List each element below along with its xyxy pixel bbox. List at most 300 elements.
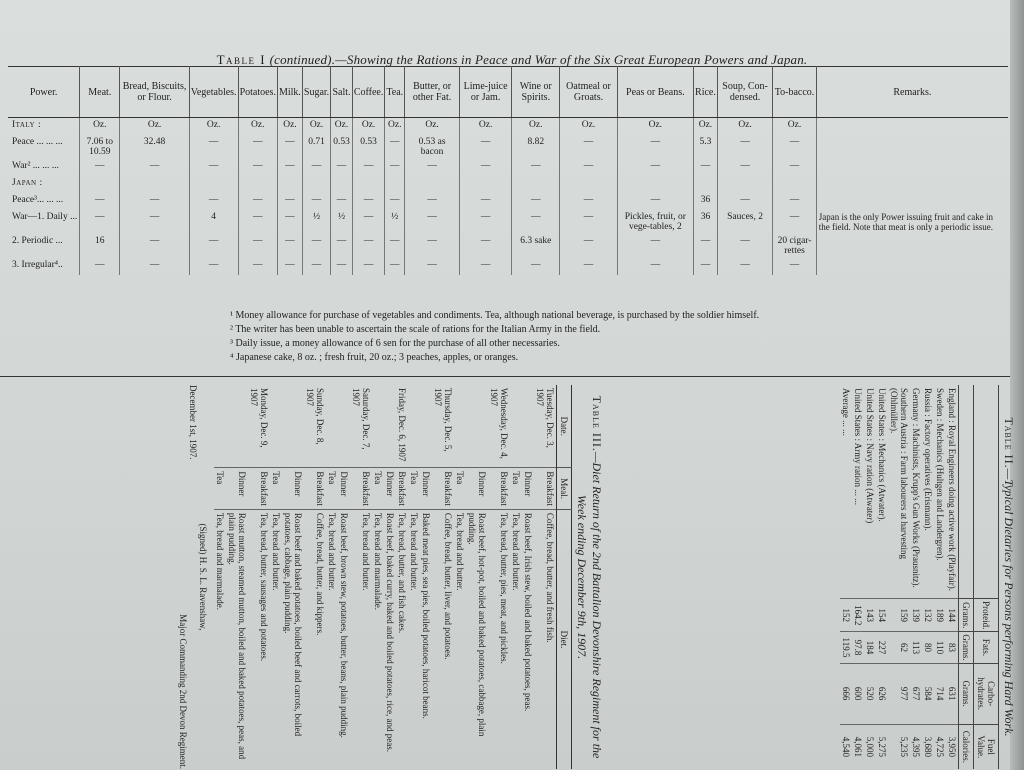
signature-block <box>178 385 208 769</box>
table1-cell: 8.82 <box>512 135 560 159</box>
table3-cell <box>420 385 432 468</box>
table1-cell: — <box>331 159 353 176</box>
table-row <box>852 385 864 769</box>
table1-cell: — <box>560 159 617 176</box>
table1-cell: — <box>352 210 385 234</box>
table-row <box>864 385 876 769</box>
table1-cell <box>816 135 1008 159</box>
table1-cell: 0.53 as bacon <box>405 135 460 159</box>
table-row <box>326 385 338 769</box>
table1-cell: — <box>352 258 385 275</box>
table3-cell: Breakfast <box>248 468 270 509</box>
table2-unit-cell: Grams. <box>959 663 974 724</box>
table-row <box>8 258 1008 275</box>
table3-cell: Wednesday, Dec. 4, 1907 <box>488 385 510 468</box>
table1-cell <box>331 176 353 193</box>
table3-cell: Coffee, bread, butter, liver, and potatoes. <box>443 512 453 660</box>
table1-cell: Oz. <box>189 118 238 136</box>
table1-header-cell: Power. <box>8 67 80 118</box>
table3-cell: Tea, bread and butter. <box>361 512 371 591</box>
table1-cell: — <box>331 193 353 210</box>
table1-header-cell: Wine or Spirits. <box>512 67 560 118</box>
table1-cell: — <box>189 159 238 176</box>
table1-header-cell: Vegetables. <box>189 67 238 118</box>
table1-cell <box>717 176 772 193</box>
table1-cell: — <box>277 258 302 275</box>
table2-cell: 132 <box>922 599 934 632</box>
table2-rotated <box>674 385 1016 769</box>
table2-cell: 714 <box>934 663 946 724</box>
table1-header-cell: Coffee. <box>352 67 385 118</box>
table3-cell: Tea <box>408 468 420 509</box>
table1-cell: Oz. <box>512 118 560 136</box>
table3-cell <box>466 385 488 468</box>
table1-cell: — <box>385 135 405 159</box>
table1-cell: ½ <box>302 210 330 234</box>
table-row <box>8 159 1008 176</box>
table1-cell <box>560 176 617 193</box>
table2-cell: Germany : Machinists, Krupp's Gun Works (Prausnitz). <box>910 385 922 599</box>
table1-header-cell: Bread, Biscuits, or Flour. <box>120 67 189 118</box>
table2-cell: 159 <box>888 599 910 632</box>
table1-cell: — <box>331 234 353 258</box>
table2-cell: Russia : Factory operatives (Erismann). <box>922 385 934 599</box>
table1-cell <box>405 176 460 193</box>
table1-cell: 20 cigar-rettes <box>773 234 817 258</box>
table1-cell: — <box>277 135 302 159</box>
table1-header-cell: Salt. <box>331 67 353 118</box>
table1-cell: — <box>717 159 772 176</box>
table3-cell: Dinner <box>420 468 432 509</box>
table1-cell: — <box>302 159 330 176</box>
table1-cell <box>277 176 302 193</box>
table1-cell: ½ <box>331 210 353 234</box>
table2-cell: 83 <box>946 632 959 663</box>
table-row <box>270 385 282 769</box>
table1-cell: — <box>717 135 772 159</box>
table1-cell: — <box>460 193 512 210</box>
table1-header-cell: Butter, or other Fat. <box>405 67 460 118</box>
table1-cell: — <box>460 135 512 159</box>
table2-cell: Average ... ... <box>840 385 852 599</box>
table3-cell: Tea, bread and butter. <box>455 512 465 591</box>
table3-header-cell: Date. <box>557 385 572 468</box>
table1-cell: — <box>238 234 277 258</box>
table3-cell: Tea <box>454 468 466 509</box>
table2-header-cell: Proteid. <box>974 599 999 632</box>
table2-caption <box>1001 385 1016 769</box>
table2-cell: 626 <box>876 663 888 724</box>
table1-cell: — <box>385 234 405 258</box>
table3-cell: Roast beef, Irish stew, boiled and baked potatoes, peas. <box>523 512 533 712</box>
table2-cell: 5,275 <box>877 736 887 757</box>
table3-cell: Tea, bread and butter. <box>327 512 337 591</box>
table3-cell: Breakfast <box>304 468 326 509</box>
table2-cell: 143 <box>864 599 876 632</box>
table2-cell: 62 <box>888 632 910 663</box>
table1-cell: Japan is the only Power issuing fruit and cake in the field. Note that meat is only a periodic issue. <box>818 212 993 232</box>
table1-cell <box>352 176 385 193</box>
table-row <box>888 385 910 769</box>
table1-cell: 36 <box>694 193 718 210</box>
table1-cell: — <box>189 193 238 210</box>
table1-cell: 4 <box>189 210 238 234</box>
table3-cell: Dinner <box>384 468 396 509</box>
table2-cell: 4,061 <box>853 736 863 757</box>
section-divider <box>0 376 1010 377</box>
table3-cell: Roast beef and baked potatoes, boiled beef and carrots, boiled potatoes, cabbage, plain pudding. <box>283 512 303 737</box>
table1-cell <box>512 176 560 193</box>
table1-cell: — <box>189 135 238 159</box>
table1-header-cell: Tea. <box>385 67 405 118</box>
table1-cell: Oz. <box>120 118 189 136</box>
table1-cell <box>460 176 512 193</box>
table1-cell: Oz. <box>352 118 385 136</box>
table1-cell: — <box>617 234 693 258</box>
table3-cell: Dinner <box>522 468 534 509</box>
table1-rations <box>8 66 1008 275</box>
table1-cell: — <box>277 193 302 210</box>
table-row <box>534 385 557 769</box>
table1-cell: — <box>302 234 330 258</box>
table1-cell: 16 <box>80 234 120 258</box>
table1-cell: — <box>302 193 330 210</box>
table1-cell: — <box>773 258 817 275</box>
table1-cell: 6.3 sake <box>512 234 560 258</box>
table2-unit-cell: Grams. <box>959 632 974 663</box>
table1-cell: — <box>352 159 385 176</box>
table3-cell: Tea, bread, butter, pies, meat, and pickles. <box>499 512 509 664</box>
table2-cell: Southern Austria : Farm labourers at harvesting (Ohlmüller). <box>888 385 910 599</box>
table1-header-cell: Oatmeal or Groats. <box>560 67 617 118</box>
table1-cell: — <box>352 193 385 210</box>
table-row <box>876 385 888 769</box>
table3-cell: Tea <box>372 468 384 509</box>
table1-caption-text: (continued).—Showing the Rations in Peace and War of the Six Great European Powers and Japan. <box>269 52 808 67</box>
table3-cell: Tea, bread, butter, sausages and potatoes. <box>259 512 269 662</box>
table1-cell: — <box>277 210 302 234</box>
table3-caption-text: —Diet Return of the 2nd Battalion Devonshire Regiment for the Week ending December 9th, 1907. <box>575 451 604 759</box>
table2-header-cell: Carbo-hydrates. <box>974 663 999 724</box>
table1-cell: Oz. <box>238 118 277 136</box>
footnote: ⁴ Japanese cake, 8 oz. ; fresh fruit, 20 oz.; 3 peaches, apples, or oranges. <box>230 352 519 363</box>
table3-cell: Tea <box>214 468 226 509</box>
table2-unit-cell: Grams. <box>959 599 974 632</box>
table1-cell: Oz. <box>80 118 120 136</box>
table1-header-cell: Peas or Beans. <box>617 67 693 118</box>
table1-cell: — <box>717 193 772 210</box>
table1-cell: — <box>80 258 120 275</box>
table2-cell: Sweden : Mechanics (Hultgen and Landergren). <box>934 385 946 599</box>
table-row <box>522 385 534 769</box>
table-row <box>8 176 1008 193</box>
table1-cell: 0.53 <box>331 135 353 159</box>
table3-cell: Dinner <box>466 468 488 509</box>
table1-cell: Oz. <box>773 118 817 136</box>
table1-cell: — <box>80 193 120 210</box>
table3-caption-label: Table III. <box>590 395 604 452</box>
table1-cell: Oz. <box>385 118 405 136</box>
table2-cell: 119.5 <box>840 632 852 663</box>
table1-cell: — <box>560 210 617 234</box>
table3-cell <box>270 385 282 468</box>
table-row <box>420 385 432 769</box>
table1-cell: 3. Irregular⁴.. <box>8 258 80 275</box>
table-row <box>922 385 934 769</box>
table-row <box>510 385 522 769</box>
table1-header-cell: Soup, Con-densed. <box>717 67 772 118</box>
table3-cell: Tea <box>326 468 338 509</box>
table3-cell: Roast mutton, steamed mutton, boiled and baked potatoes, peas, and plain pudding. <box>227 512 247 760</box>
table1-cell <box>816 234 1008 258</box>
table3-cell: Tea <box>270 468 282 509</box>
table2-cell: 4,540 <box>841 736 851 757</box>
table1-header-cell: Potatoes. <box>238 67 277 118</box>
table-row <box>396 385 408 769</box>
table1-cell: 36 <box>694 210 718 234</box>
table1-cell: — <box>617 193 693 210</box>
table3-cell: Breakfast <box>396 468 408 509</box>
table1-cell <box>302 176 330 193</box>
table2-cell: United States : Army ration ... ... <box>852 385 864 599</box>
table3-rotated <box>59 385 604 769</box>
table2-unit-cell <box>959 385 974 599</box>
table1-cell: — <box>80 210 120 234</box>
table3-cell: Roast beef, brown stew, potatoes, butter, beans, plain pudding. <box>339 512 349 738</box>
table1-cell: — <box>331 258 353 275</box>
table3-cell: Coffee, bread, butter, and fresh fish. <box>545 512 555 643</box>
table1-cell <box>385 176 405 193</box>
table1-cell: Oz. <box>277 118 302 136</box>
table2-caption-label: Table II. <box>1002 417 1016 469</box>
table1-cell <box>816 159 1008 176</box>
table3-cell <box>226 385 248 468</box>
table-row <box>466 385 488 769</box>
table2-dietaries <box>840 385 999 769</box>
table3-cell <box>338 385 350 468</box>
table-row <box>226 385 248 769</box>
table3-cell: Friday, Dec. 6, 1907 <box>396 385 408 468</box>
table1-cell: Oz. <box>694 118 718 136</box>
table3-cell: Tea, bread and marmalade. <box>373 512 383 610</box>
table1-cell: War—1. Daily ... <box>8 210 80 234</box>
table3-cell <box>510 385 522 468</box>
table1-cell: — <box>238 193 277 210</box>
table2-header-cell: Fats. <box>974 632 999 663</box>
table3-cell: Tea, bread and butter. <box>511 512 521 591</box>
table1-cell: Oz. <box>560 118 617 136</box>
table2-cell: 584 <box>922 663 934 724</box>
table1-cell: — <box>560 135 617 159</box>
table1-cell <box>816 176 1008 193</box>
table3-cell: Breakfast <box>488 468 510 509</box>
table3-cell: Tea, bread and marmalade. <box>215 512 225 610</box>
table1-cell: — <box>385 193 405 210</box>
table1-cell: — <box>512 258 560 275</box>
table-row <box>910 385 922 769</box>
table-row <box>454 385 466 769</box>
table1-cell: — <box>773 210 817 234</box>
table1-cell: — <box>238 258 277 275</box>
table3-cell: Roast beef, hot-pot, boiled and baked potatoes, cabbage, plain pudding. <box>467 512 487 737</box>
table1-cell: — <box>617 135 693 159</box>
table1-cell: Peace ... ... ... <box>8 135 80 159</box>
table3-cell <box>372 385 384 468</box>
table1-cell: Peace³... ... ... <box>8 193 80 210</box>
table1-cell: Oz. <box>460 118 512 136</box>
table1-cell: — <box>773 159 817 176</box>
table2-cell: 977 <box>888 663 910 724</box>
table2-cell: 189 <box>934 599 946 632</box>
table1-cell: ½ <box>385 210 405 234</box>
table3-cell <box>454 385 466 468</box>
table1-cell: — <box>460 210 512 234</box>
table1-cell: — <box>460 258 512 275</box>
signature-line-3: Major Commanding 2nd Devon Regiment. <box>178 614 188 769</box>
table1-cell: — <box>277 234 302 258</box>
table1-cell: — <box>694 159 718 176</box>
table1-cell: — <box>120 210 189 234</box>
table2-cell: 631 <box>946 663 959 724</box>
table3-header-cell: Meal. <box>557 468 572 509</box>
table1-caption-label: Table I <box>216 52 267 67</box>
signature-line-2: December 1st, 1907. <box>188 385 198 460</box>
table3-cell: Dinner <box>282 468 304 509</box>
table2-cell: 184 <box>864 632 876 663</box>
table1-cell: — <box>120 258 189 275</box>
table1-cell <box>816 118 1008 136</box>
table1-cell: — <box>352 234 385 258</box>
table2-cell: 600 <box>852 663 864 724</box>
table1-cell <box>80 176 120 193</box>
table1-cell <box>694 176 718 193</box>
table3-cell: Tea <box>510 468 522 509</box>
table-row <box>840 385 852 769</box>
table-row <box>8 135 1008 159</box>
table1-cell: — <box>80 159 120 176</box>
table1-cell: — <box>385 159 405 176</box>
table2-cell: 113 <box>910 632 922 663</box>
table2-cell: United States : Navy ration (Atwater) <box>864 385 876 599</box>
table2-header-cell <box>974 385 999 599</box>
table2-cell: 4,725 <box>935 736 945 757</box>
table2-cell: 110 <box>934 632 946 663</box>
table3-diet-return <box>214 385 572 769</box>
table2-cell: 5,000 <box>865 736 875 757</box>
table3-cell: Roast beef, baked curry, baked and boiled potatoes, rice, and peas. <box>385 512 395 752</box>
table1-cell: Japan : <box>8 176 80 193</box>
table1-cell <box>189 176 238 193</box>
table-row <box>432 385 454 769</box>
table1-cell: 2. Periodic ... <box>8 234 80 258</box>
table1-cell <box>816 258 1008 275</box>
table2-cell: 520 <box>864 663 876 724</box>
table3-cell <box>214 385 226 468</box>
table3-cell: Sunday, Dec. 8, 1907 <box>304 385 326 468</box>
table3-cell: Breakfast <box>350 468 372 509</box>
table-row <box>488 385 510 769</box>
table1-header-cell: To-bacco. <box>773 67 817 118</box>
table1-cell: — <box>120 193 189 210</box>
table3-header-cell: Diet. <box>557 509 572 769</box>
table3-cell <box>384 385 396 468</box>
table1-cell: — <box>405 234 460 258</box>
table-row <box>8 234 1008 258</box>
table-row <box>8 118 1008 136</box>
table1-cell: — <box>405 193 460 210</box>
table1-cell <box>617 176 693 193</box>
table1-cell: — <box>405 258 460 275</box>
table2-cell: 677 <box>910 663 922 724</box>
table1-cell: Pickles, fruit, or vege-tables, 2 <box>617 210 693 234</box>
table1-cell: 0.53 <box>352 135 385 159</box>
table2-cell: 666 <box>840 663 852 724</box>
table1-cell: — <box>617 159 693 176</box>
table2-header-cell: Fuel Value. <box>974 724 999 769</box>
table3-cell: Dinner <box>226 468 248 509</box>
table1-cell: — <box>694 258 718 275</box>
table1-cell: Oz. <box>302 118 330 136</box>
table3-cell <box>326 385 338 468</box>
table3-cell: Tea, bread and butter. <box>409 512 419 591</box>
table1-header-cell: Remarks. <box>816 67 1008 118</box>
table2-cell: United States : Mechanics (Atwater). <box>876 385 888 599</box>
table1-cell: — <box>560 193 617 210</box>
table1-header-cell: Lime-juice or Jam. <box>460 67 512 118</box>
table-row <box>8 210 1008 234</box>
table3-cell: Coffee, bread, butter, and kippers. <box>315 512 325 636</box>
table1-cell: Sauces, 2 <box>717 210 772 234</box>
table1-cell: 0.71 <box>302 135 330 159</box>
table2-cell: 152 <box>840 599 852 632</box>
table2-cell: 5,235 <box>899 736 909 757</box>
table1-cell: — <box>717 234 772 258</box>
table-row <box>248 385 270 769</box>
table2-unit-cell: Calories. <box>959 724 974 769</box>
signature-line-1: (Signed) H. S. L. Ravenshaw, <box>198 523 208 631</box>
table1-cell <box>120 176 189 193</box>
table2-cell: 97.8 <box>852 632 864 663</box>
table3-cell: Breakfast <box>432 468 454 509</box>
footnote: ³ Daily issue, a money allowance of 6 sen for the purchase of all other necessaries. <box>230 338 560 349</box>
table1-cell: — <box>405 210 460 234</box>
table3-cell <box>408 385 420 468</box>
table1-cell: — <box>617 258 693 275</box>
table1-cell: — <box>238 210 277 234</box>
table1-cell: — <box>238 135 277 159</box>
table3-cell: Monday, Dec. 9, 1907 <box>248 385 270 468</box>
table1-header-cell: Sugar. <box>302 67 330 118</box>
table1-cell: — <box>189 234 238 258</box>
table1-cell: — <box>717 258 772 275</box>
table-row <box>282 385 304 769</box>
table1-cell: Oz. <box>717 118 772 136</box>
table1-cell: — <box>238 159 277 176</box>
footnote: ² The writer has been unable to ascertain the scale of rations for the Italian Army in the field. <box>230 324 601 335</box>
table-row <box>214 385 226 769</box>
table-row <box>8 193 1008 210</box>
table1-cell: 7.06 to 10.59 <box>80 135 120 159</box>
table1-cell: — <box>694 234 718 258</box>
table2-cell: 3,950 <box>947 736 957 757</box>
table1-header-cell: Rice. <box>694 67 718 118</box>
table-row <box>338 385 350 769</box>
table1-cell: — <box>385 258 405 275</box>
table2-cell: 4,395 <box>911 736 921 757</box>
table1-cell: — <box>560 234 617 258</box>
table2-cell: 80 <box>922 632 934 663</box>
table1-cell: — <box>773 135 817 159</box>
